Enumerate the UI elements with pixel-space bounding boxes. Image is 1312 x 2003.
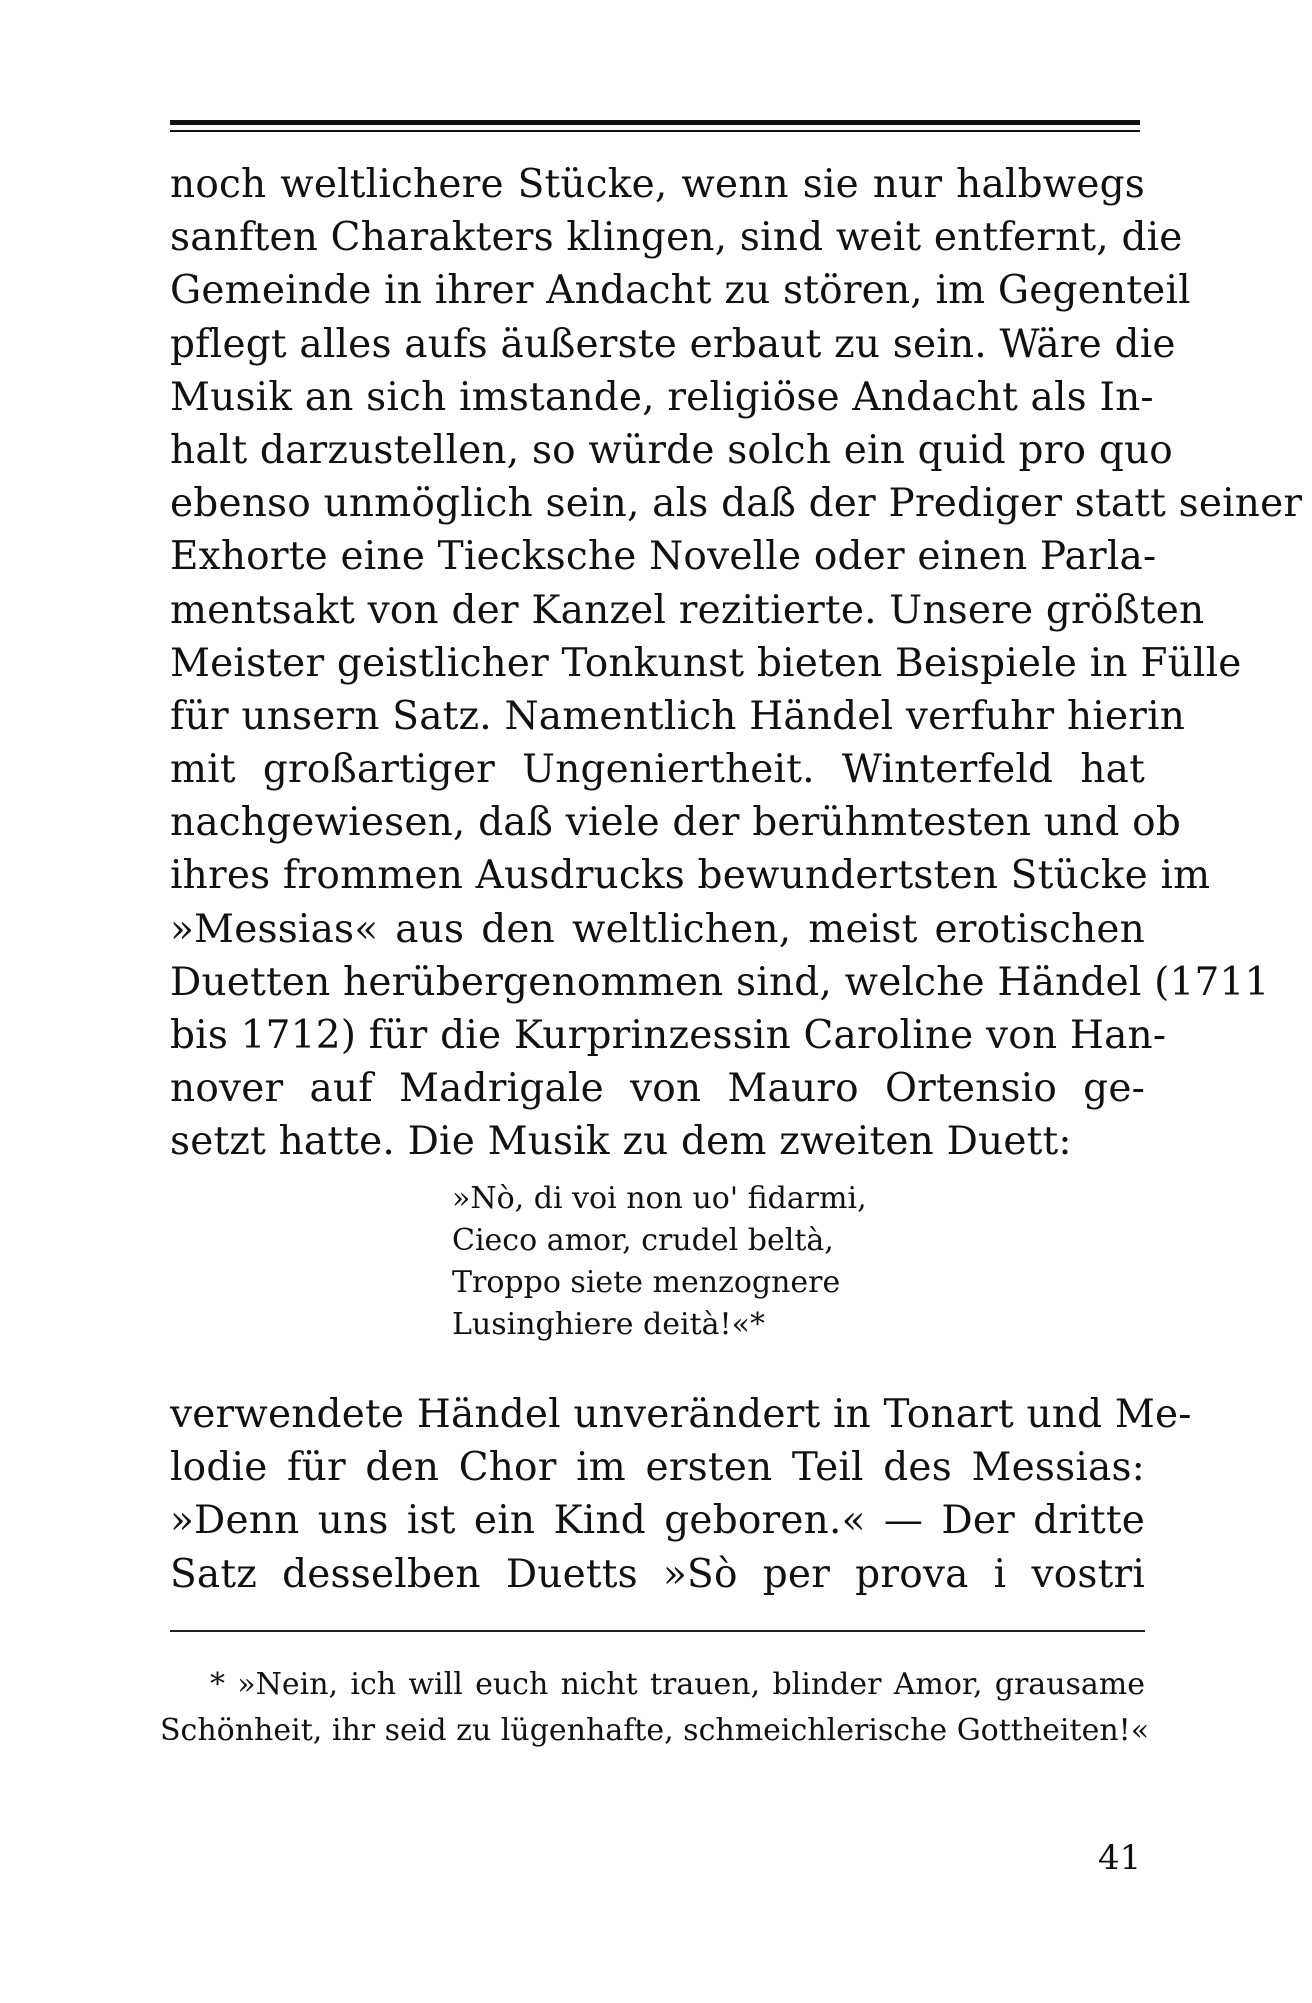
text-line: sanften Charakters klingen, sind weit entfernt, die — [170, 215, 1183, 261]
text-line: bis 1712) für die Kurprinzessin Caroline von Han- — [170, 1013, 1167, 1058]
text-line: lodie für den Chor im ersten Teil des Messias: — [170, 1445, 1145, 1491]
verse-line: Lusinghiere deità!«* — [452, 1307, 765, 1342]
text-line: setzt hatte. Die Musik zu dem zweiten Duett: — [170, 1119, 1072, 1165]
text-line: ihres frommen Ausdrucks bewundertsten Stücke im — [170, 853, 1211, 899]
text-line: ebenso unmöglich sein, als daß der Prediger statt seiner — [170, 481, 1303, 527]
text-line: nachgewiesen, daß viele der berühmtesten und ob — [170, 800, 1181, 846]
page-number: 41 — [1098, 1838, 1142, 1878]
footnote — [160, 1662, 1150, 1754]
text-line: Duetten herübergenommen sind, welche Händel (1711 — [170, 959, 1270, 1005]
footnote-line: * »Nein, ich will euch nicht trauen, blinder Amor, grausame — [210, 1667, 1145, 1702]
text-line: Musik an sich imstande, religiöse Andacht als In- — [170, 374, 1154, 420]
text-line: mit großartiger Ungeniertheit. Winterfeld hat — [170, 747, 1145, 793]
text-line: »Messias« aus den weltlichen, meist erotischen — [170, 906, 1145, 952]
verse-line: Troppo siete menzognere — [452, 1265, 841, 1300]
verse-line: »Nò, di voi non uo' fidarmi, — [452, 1181, 867, 1216]
text-line: Exhorte eine Tiecksche Novelle oder einen Parla- — [170, 534, 1157, 580]
verse-line: Cieco amor, crudel beltà, — [452, 1223, 834, 1258]
footnote-line: Schönheit, ihr seid zu lügenhafte, schmeichlerische Gottheiten!« — [160, 1713, 1150, 1748]
text-line: Satz desselben Duetts »Sò per prova i vostri — [170, 1551, 1145, 1597]
continued-text-block — [170, 1388, 1192, 1601]
footnote-separator — [170, 1630, 1145, 1632]
text-line: Meister geistlicher Tonkunst bieten Beispiele in Fülle — [170, 640, 1242, 686]
text-line: noch weltlichere Stücke, wenn sie nur halbwegs — [170, 162, 1145, 207]
text-line: nover auf Madrigale von Mauro Ortensio ge- — [170, 1066, 1145, 1112]
text-line: für unsern Satz. Namentlich Händel verfuhr hierin — [170, 693, 1186, 739]
text-line: »Denn uns ist ein Kind geboren.« — Der dritte — [170, 1498, 1145, 1544]
header-double-rule — [170, 120, 1140, 132]
text-line: pflegt alles aufs äußerste erbaut zu sein. Wäre die — [170, 321, 1176, 367]
text-line: verwendete Händel unverändert in Tonart und Me- — [170, 1392, 1192, 1437]
italian-verse-quote — [452, 1178, 867, 1346]
main-text-block — [170, 158, 1303, 1169]
text-line: halt darzustellen, so würde solch ein quid pro quo — [170, 427, 1173, 473]
text-line: mentsakt von der Kanzel rezitierte. Unsere größten — [170, 587, 1205, 633]
text-line: Gemeinde in ihrer Andacht zu stören, im Gegenteil — [170, 268, 1191, 314]
